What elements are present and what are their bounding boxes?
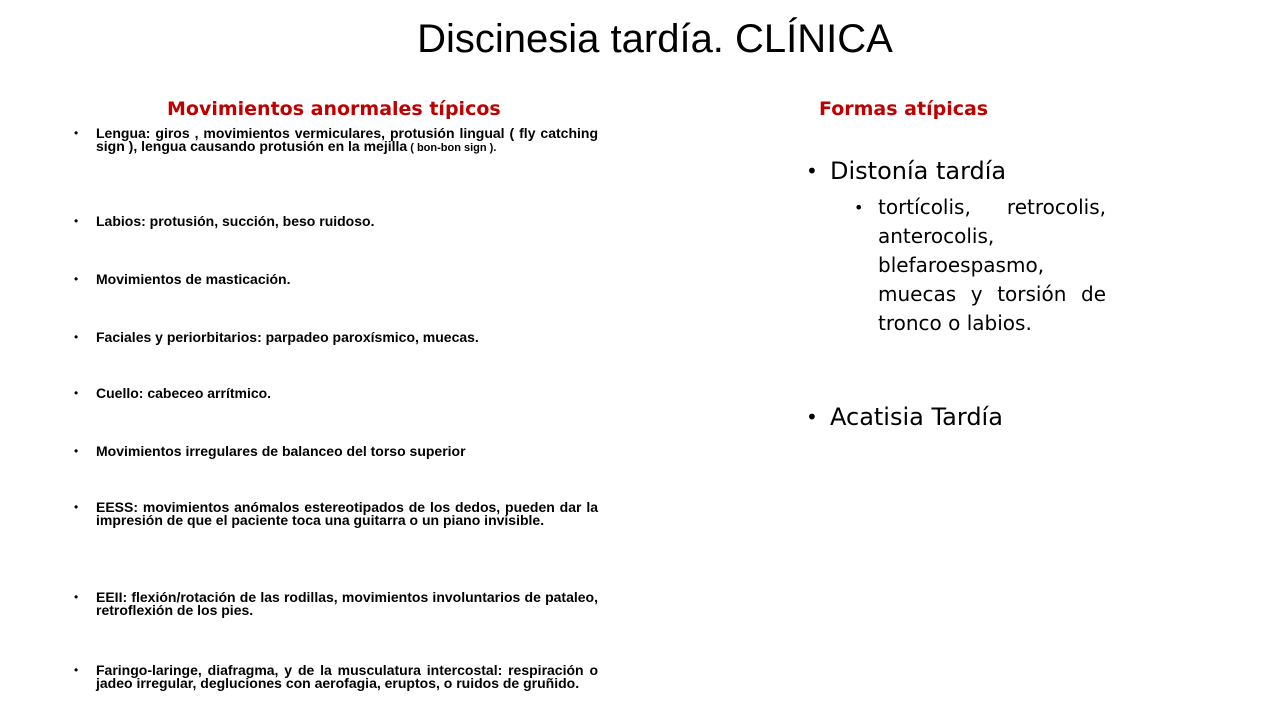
- list-item-text: Cuello: cabeceo arrítmico.: [96, 385, 272, 401]
- bullet-icon: •: [74, 663, 79, 677]
- list-item: [74, 445, 598, 458]
- slide-title: Discinesia tardía. CLÍNICA: [417, 17, 893, 61]
- list-item: [74, 387, 598, 400]
- bullet-icon: •: [806, 159, 818, 183]
- list-item: [74, 591, 598, 617]
- list-item-text: EESS: movimientos anómalos estereotipados de los dedos, pueden dar la impresión de que el paciente toca una guitarra o un piano invisible.: [96, 499, 598, 528]
- list-item-distonia: [806, 156, 1106, 186]
- list-item-text: EEII: flexión/rotación de las rodillas, movimientos involuntarios de pataleo, retroflexión de los pies.: [96, 589, 598, 618]
- list-item: [74, 127, 598, 155]
- list-item-text: Faciales y periorbitarios: parpadeo paroxísmico, muecas.: [96, 329, 479, 345]
- bullet-icon: •: [806, 405, 818, 429]
- list-item: [74, 664, 598, 690]
- left-column-heading: Movimientos anormales típicos: [167, 98, 501, 120]
- list-item-text: Lengua: giros , movimientos vermiculares, protusión lingual ( fly catching sign ), lengua causando protusión en la mejilla: [96, 125, 598, 154]
- list-item-text: Movimientos de masticación.: [96, 271, 291, 287]
- bullet-icon: •: [74, 214, 79, 228]
- list-item-text: Movimientos irregulares de balanceo del torso superior: [96, 443, 466, 459]
- list-item-note: ( bon-bon sign ).: [407, 142, 497, 154]
- bullet-icon: •: [74, 330, 79, 344]
- list-item-distonia-detail: [854, 193, 1106, 338]
- list-item-text: Faringo-laringe, diafragma, y de la musculatura intercostal: respiración o jadeo irregular, degluciones con aerofagia, eruptos, o ruidos de gruñido.: [96, 662, 598, 691]
- bullet-icon: •: [74, 272, 79, 286]
- list-item: [74, 215, 598, 228]
- list-item-text: Acatisia Tardía: [830, 403, 1003, 431]
- list-item-text: Labios: protusión, succión, beso ruidoso.: [96, 213, 375, 229]
- bullet-icon: •: [74, 126, 79, 140]
- list-item: [74, 501, 598, 527]
- bullet-icon: •: [74, 444, 79, 458]
- right-column-heading: Formas atípicas: [819, 98, 989, 120]
- bullet-icon: •: [74, 386, 79, 400]
- bullet-icon: •: [854, 198, 864, 217]
- list-item-text: tortícolis, retrocolis, anterocolis, blefaroespasmo, muecas y torsión de tronco o labios.: [878, 195, 1106, 335]
- list-item-acatisia: [806, 402, 1106, 432]
- bullet-icon: •: [74, 500, 79, 514]
- list-item-text: Distonía tardía: [830, 157, 1007, 185]
- list-item: [74, 273, 598, 286]
- list-item: [74, 331, 598, 344]
- bullet-icon: •: [74, 590, 79, 604]
